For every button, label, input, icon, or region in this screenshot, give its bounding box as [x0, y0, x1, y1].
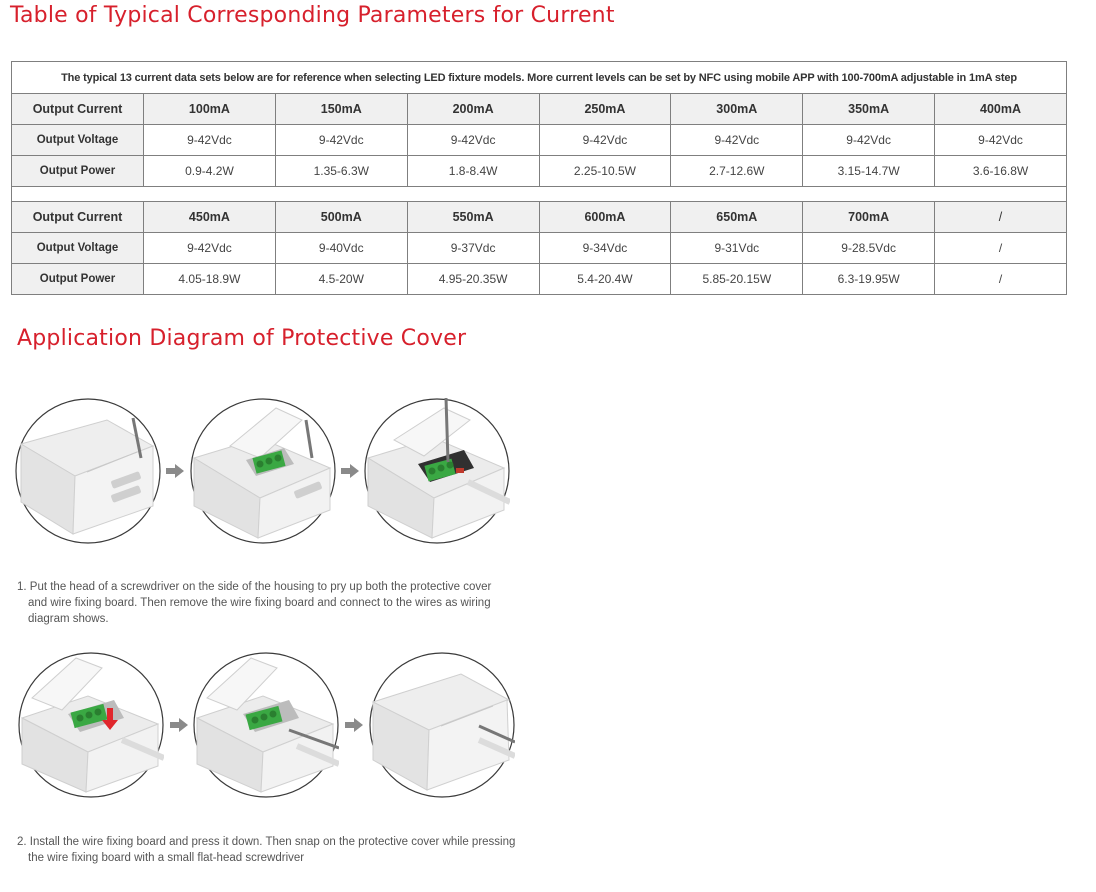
- arrow-right-icon: [341, 464, 359, 478]
- current-cell: 100mA: [144, 94, 276, 125]
- current-cell: 400mA: [935, 94, 1067, 125]
- row-header-output-current: Output Current: [12, 94, 144, 125]
- voltage-cell: 9-28.5Vdc: [803, 233, 935, 264]
- caption-line: 1. Put the head of a screwdriver on the side of the housing to pry up both the protective cover: [17, 581, 492, 593]
- caption-line: the wire fixing board with a small flat-head screwdriver: [28, 852, 305, 864]
- voltage-cell: 9-42Vdc: [275, 125, 407, 156]
- current-cell: 150mA: [275, 94, 407, 125]
- table-row: [12, 233, 1067, 264]
- power-cell: 2.7-12.6W: [671, 156, 803, 187]
- power-cell: 4.05-18.9W: [144, 264, 276, 295]
- table-row: [12, 264, 1067, 295]
- power-cell: 4.5-20W: [275, 264, 407, 295]
- step1-caption: [17, 579, 491, 627]
- row-header-output-voltage: Output Voltage: [12, 233, 144, 264]
- voltage-cell: 9-42Vdc: [144, 233, 276, 264]
- step1-diagram-pry-cover: [15, 398, 161, 544]
- voltage-cell: 9-42Vdc: [144, 125, 276, 156]
- table-row: [12, 125, 1067, 156]
- current-cell: 500mA: [275, 202, 407, 233]
- table-row: [12, 94, 1067, 125]
- power-cell: 5.85-20.15W: [671, 264, 803, 295]
- table-row: [12, 156, 1067, 187]
- power-cell: 1.35-6.3W: [275, 156, 407, 187]
- row-header-output-power: Output Power: [12, 156, 144, 187]
- row-header-output-power: Output Power: [12, 264, 144, 295]
- voltage-cell: 9-31Vdc: [671, 233, 803, 264]
- arrow-right-icon: [170, 718, 188, 732]
- table-row: [12, 202, 1067, 233]
- table-spacer-row: [12, 187, 1067, 202]
- caption-line: and wire fixing board. Then remove the wire fixing board and connect to the wires as wiring: [28, 597, 491, 609]
- spacer-cell: [12, 187, 1067, 202]
- power-cell: 6.3-19.95W: [803, 264, 935, 295]
- voltage-cell: 9-40Vdc: [275, 233, 407, 264]
- voltage-cell: 9-34Vdc: [539, 233, 671, 264]
- table-title: Table of Typical Corresponding Parameters for Current: [10, 3, 615, 28]
- current-cell: 550mA: [407, 202, 539, 233]
- current-cell: 250mA: [539, 94, 671, 125]
- current-cell: 650mA: [671, 202, 803, 233]
- power-cell: /: [935, 264, 1067, 295]
- row-header-output-voltage: Output Voltage: [12, 125, 144, 156]
- arrow-right-icon: [166, 464, 184, 478]
- voltage-cell: 9-42Vdc: [803, 125, 935, 156]
- current-cell: 350mA: [803, 94, 935, 125]
- step2-diagram-insert-board: [18, 652, 164, 798]
- parameters-table: [11, 61, 1067, 295]
- voltage-cell: 9-42Vdc: [671, 125, 803, 156]
- row-header-output-current: Output Current: [12, 202, 144, 233]
- voltage-cell: 9-37Vdc: [407, 233, 539, 264]
- power-cell: 4.95-20.35W: [407, 264, 539, 295]
- step1-diagram-open-cover: [190, 398, 336, 544]
- diagram-section-title: Application Diagram of Protective Cover: [17, 326, 467, 351]
- power-cell: 2.25-10.5W: [539, 156, 671, 187]
- current-cell: /: [935, 202, 1067, 233]
- voltage-cell: 9-42Vdc: [407, 125, 539, 156]
- step1-diagram-connect-wires: [364, 398, 510, 544]
- voltage-cell: 9-42Vdc: [935, 125, 1067, 156]
- arrow-right-icon: [345, 718, 363, 732]
- power-cell: 0.9-4.2W: [144, 156, 276, 187]
- voltage-cell: /: [935, 233, 1067, 264]
- step2-diagram-snap-cover: [369, 652, 515, 798]
- table-note: The typical 13 current data sets below are for reference when selecting LED fixture models. More current levels can be set by NFC using mobile APP with 100-700mA adjustable in 1mA step: [12, 62, 1067, 94]
- red-arrow-shaft: [107, 708, 113, 722]
- voltage-cell: 9-42Vdc: [539, 125, 671, 156]
- current-cell: 300mA: [671, 94, 803, 125]
- power-cell: 5.4-20.4W: [539, 264, 671, 295]
- current-cell: 450mA: [144, 202, 276, 233]
- current-cell: 700mA: [803, 202, 935, 233]
- power-cell: 1.8-8.4W: [407, 156, 539, 187]
- power-cell: 3.6-16.8W: [935, 156, 1067, 187]
- step2-diagram-press-board: [193, 652, 339, 798]
- power-cell: 3.15-14.7W: [803, 156, 935, 187]
- current-cell: 600mA: [539, 202, 671, 233]
- caption-line: 2. Install the wire fixing board and press it down. Then snap on the protective cover while pressing: [17, 836, 516, 848]
- step2-caption: [17, 834, 515, 866]
- caption-line: diagram shows.: [28, 613, 109, 625]
- current-cell: 200mA: [407, 94, 539, 125]
